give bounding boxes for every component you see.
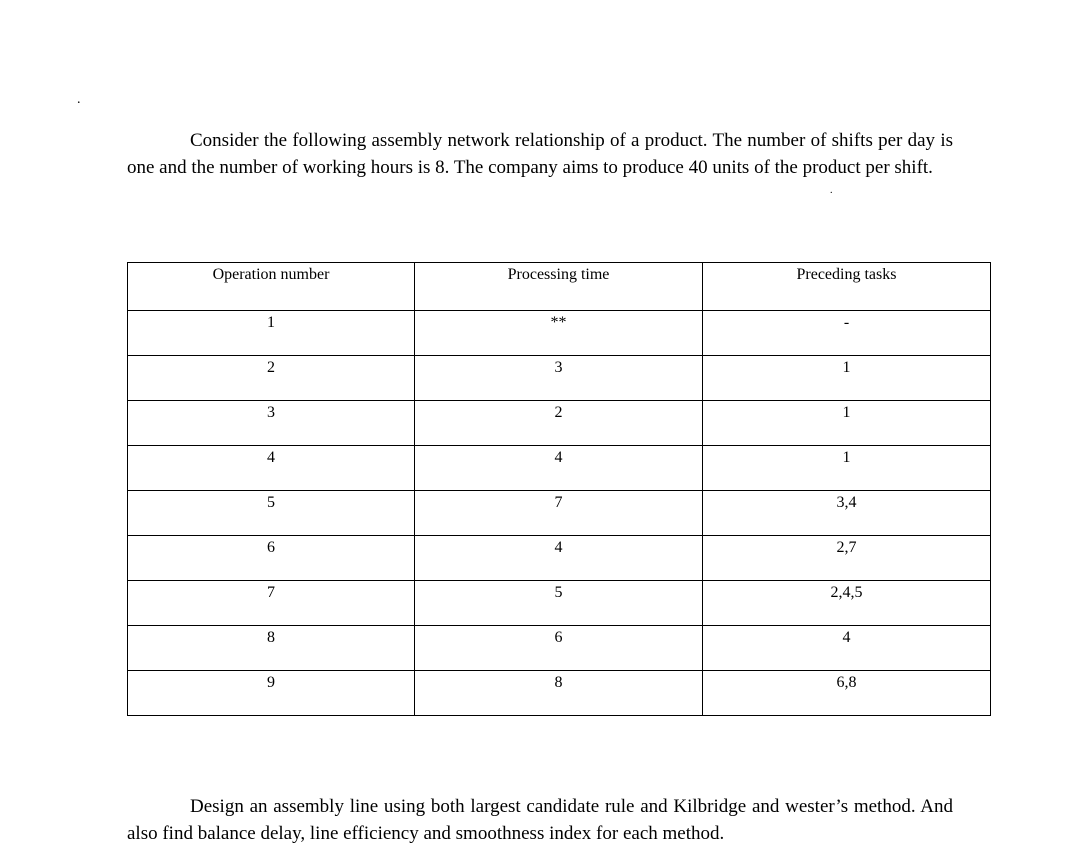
- operation-number-cell: 1: [128, 311, 415, 356]
- processing-time-cell: 7: [415, 491, 703, 536]
- table-row: [128, 536, 991, 581]
- preceding-tasks-cell: 1: [703, 446, 991, 491]
- header-operation-number: Operation number: [128, 263, 415, 311]
- task-paragraph: [127, 794, 953, 847]
- task-paragraph-text: Design an assembly line using both largest candidate rule and Kilbridge and wester’s method. And also find balance delay, line efficiency and smoothness index for each method.: [127, 796, 953, 844]
- preceding-tasks-cell: 2,7: [703, 536, 991, 581]
- processing-time-cell: 6: [415, 626, 703, 671]
- table-row: [128, 446, 991, 491]
- operation-number-cell: 6: [128, 536, 415, 581]
- processing-time-cell: 4: [415, 446, 703, 491]
- stray-dot-mark-small: .: [830, 185, 833, 196]
- header-preceding-tasks: Preceding tasks: [703, 263, 991, 311]
- table-row: [128, 401, 991, 446]
- processing-time-cell: **: [415, 311, 703, 356]
- table-row: [128, 491, 991, 536]
- intro-paragraph: [127, 128, 953, 181]
- operation-number-cell: 5: [128, 491, 415, 536]
- operation-number-cell: 9: [128, 671, 415, 716]
- preceding-tasks-cell: 4: [703, 626, 991, 671]
- intro-paragraph-text: Consider the following assembly network relationship of a product. The number of shifts per day is one and the number of working hours is 8. The company aims to produce 40 units of the product per shift.: [127, 130, 953, 178]
- preceding-tasks-cell: 1: [703, 356, 991, 401]
- operations-table: [127, 262, 991, 716]
- processing-time-cell: 4: [415, 536, 703, 581]
- processing-time-cell: 8: [415, 671, 703, 716]
- table-row: [128, 671, 991, 716]
- table-header-row: [128, 263, 991, 311]
- preceding-tasks-cell: 6,8: [703, 671, 991, 716]
- header-processing-time: Processing time: [415, 263, 703, 311]
- preceding-tasks-cell: 1: [703, 401, 991, 446]
- preceding-tasks-cell: -: [703, 311, 991, 356]
- operation-number-cell: 7: [128, 581, 415, 626]
- operation-number-cell: 8: [128, 626, 415, 671]
- table-row: [128, 356, 991, 401]
- processing-time-cell: 5: [415, 581, 703, 626]
- preceding-tasks-cell: 3,4: [703, 491, 991, 536]
- processing-time-cell: 2: [415, 401, 703, 446]
- operation-number-cell: 4: [128, 446, 415, 491]
- operation-number-cell: 2: [128, 356, 415, 401]
- preceding-tasks-cell: 2,4,5: [703, 581, 991, 626]
- operation-number-cell: 3: [128, 401, 415, 446]
- processing-time-cell: 3: [415, 356, 703, 401]
- stray-dot-mark: .: [77, 92, 81, 107]
- table-row: [128, 626, 991, 671]
- table-row: [128, 311, 991, 356]
- table-row: [128, 581, 991, 626]
